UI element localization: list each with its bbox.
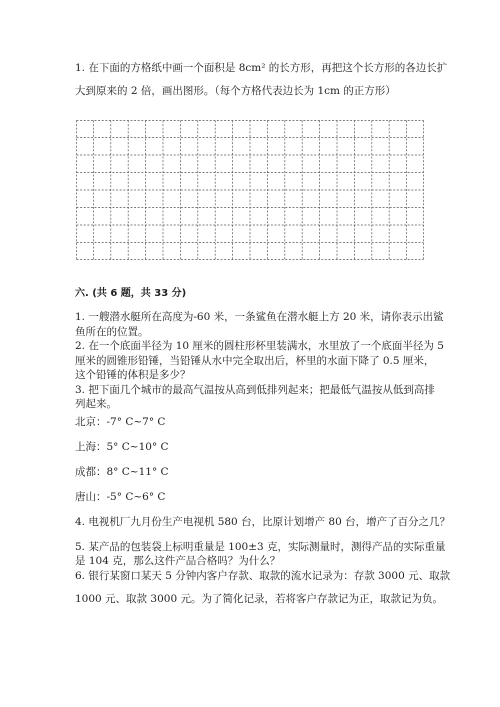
city-temperature: 北京：-7° C~7° C xyxy=(75,416,166,428)
section-line: 4. 电视机厂九月份生产电视机 580 台，比原计划增产 80 台，增产了百分之几？ xyxy=(75,516,451,528)
question-1-line-2: 大到原来的 2 倍，画出图形。（每个方格代表边长为 1cm 的正方形） xyxy=(75,85,396,97)
section-line: 这个铅锤的体积是多少？ xyxy=(75,369,191,381)
square-grid xyxy=(76,120,424,260)
section-line: 列起来。 xyxy=(75,398,117,410)
section-heading: 六. (共 6 题，共 33 分) xyxy=(75,288,187,299)
section-line: 是 104 克，那么这件产品合格吗？为什么？ xyxy=(75,555,281,567)
city-temperature: 成都：8° C~11° C xyxy=(75,466,169,478)
question-1-line-1: 1. 在下面的方格纸中画一个面积是 8cm² 的长方形，再把这个长方形的各边长扩 xyxy=(75,62,448,74)
section-line: 3. 把下面几个城市的最高气温按从高到低排列起来；把最低气温按从低到高排 xyxy=(75,384,435,396)
section-line: 6. 银行某窗口某天 5 分钟内客户存款、取款的流水记录为：存款 3000 元、取款 xyxy=(75,570,451,582)
section-line: 1000 元、取款 3000 元。为了简化记录，若将客户存款记为正，取款记为负。 xyxy=(75,593,443,605)
city-temperature: 唐山：-5° C~6° C xyxy=(75,491,166,503)
section-line: 2. 在一个底面半径为 10 厘米的圆柱形杯里装满水，水里放了一个底面半径为 5 xyxy=(75,340,444,352)
section-line: 厘米的圆锥形铅锤，当铅锤从水中完全取出后，杯里的水面下降了 0.5 厘米， xyxy=(75,355,435,367)
section-line: 鱼所在的位置。 xyxy=(75,326,149,338)
section-line: 1. 一艘潜水艇所在高度为-60 米，一条鲨鱼在潜水艇上方 20 米，请你表示出鲨 xyxy=(75,311,444,323)
section-line: 5. 某产品的包装袋上标明重量是 100±3 克，实际测量时，测得产品的实际重量 xyxy=(75,541,446,553)
city-temperature: 上海：5° C~10° C xyxy=(75,441,169,453)
